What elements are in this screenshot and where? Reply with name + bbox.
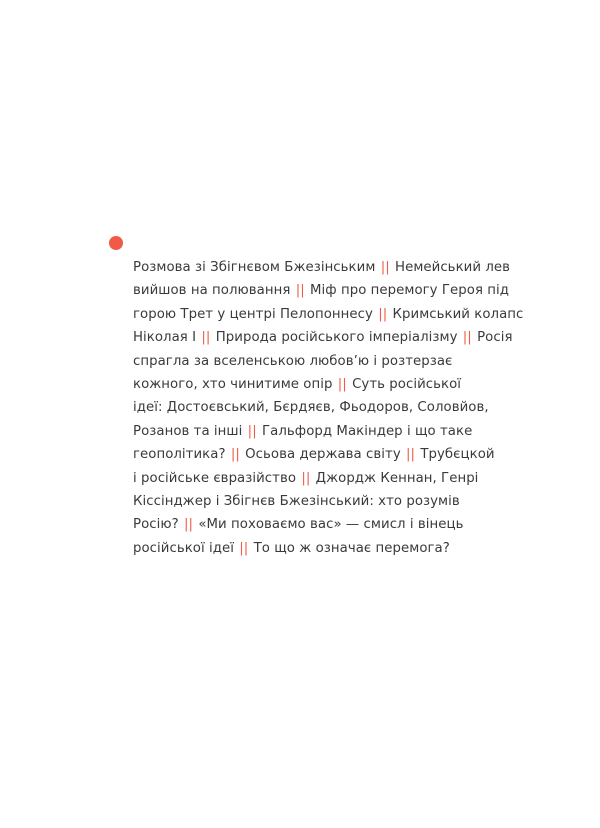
contents-text: Ніколая І bbox=[133, 330, 201, 346]
section-separator: || bbox=[301, 470, 311, 486]
section-separator: || bbox=[230, 447, 240, 463]
contents-line bbox=[133, 467, 503, 490]
contents-text: геополітика? bbox=[133, 447, 230, 463]
section-separator: || bbox=[295, 283, 305, 299]
section-separator: || bbox=[380, 260, 390, 275]
contents-text: Джордж Кеннан, Генрі bbox=[311, 470, 479, 486]
contents-text: спрагла за вселенською любов’ю і розтерзає bbox=[133, 353, 453, 369]
contents-line bbox=[133, 256, 510, 279]
contents-text: Кіссінджер і Збігнєв Бжезінський: хто розумів bbox=[133, 494, 460, 510]
contents-line bbox=[133, 513, 503, 536]
section-separator: || bbox=[184, 517, 194, 533]
chapter-contents-list bbox=[133, 256, 524, 560]
contents-line bbox=[133, 443, 503, 466]
contents-text: Природа російського імперіалізму bbox=[211, 330, 462, 346]
contents-text: кожного, хто чинитиме опір bbox=[133, 377, 337, 393]
contents-line bbox=[133, 537, 503, 560]
contents-line bbox=[133, 279, 510, 302]
contents-text: російської ідеї bbox=[133, 540, 239, 556]
contents-line bbox=[133, 373, 503, 396]
section-separator: || bbox=[462, 330, 472, 346]
section-separator: || bbox=[239, 540, 249, 556]
contents-line bbox=[133, 396, 503, 419]
contents-line bbox=[133, 490, 503, 513]
contents-text: і російське євразійство bbox=[133, 470, 301, 486]
contents-text: Трубєцкой bbox=[416, 447, 495, 463]
section-separator: || bbox=[247, 423, 257, 439]
contents-text: горою Трет у центрі Пелопоннесу bbox=[133, 306, 378, 322]
contents-text: вийшов на полювання bbox=[133, 283, 295, 299]
contents-text: «Ми поховаємо вас» — смисл і вінець bbox=[194, 517, 464, 533]
contents-text: ідеї: Достоєвський, Бєрдяєв, Фьодоров, Соловйов, bbox=[133, 400, 489, 416]
contents-text: То що ж означає перемога? bbox=[249, 540, 450, 556]
contents-text: Росію? bbox=[133, 517, 183, 533]
contents-text: Розанов та інші bbox=[133, 423, 247, 439]
section-separator: || bbox=[406, 447, 416, 463]
contents-text: Розмова зі Збігнєвом Бжезінським bbox=[133, 260, 380, 275]
contents-text: Міф про перемогу Героя під bbox=[305, 283, 510, 299]
contents-text: Кримський колапс bbox=[388, 306, 524, 322]
contents-text: Суть російської bbox=[347, 377, 462, 393]
contents-text: Немейський лев bbox=[390, 260, 510, 275]
contents-text: Осьова держава світу bbox=[240, 447, 406, 463]
contents-line bbox=[133, 350, 503, 373]
contents-text: Росія bbox=[472, 330, 513, 346]
contents-line bbox=[133, 326, 513, 349]
red-dot-bullet-icon bbox=[109, 236, 123, 250]
contents-line bbox=[133, 420, 503, 443]
contents-line bbox=[133, 303, 524, 326]
section-separator: || bbox=[201, 330, 211, 346]
contents-text: Гальфорд Макіндер і що таке bbox=[257, 423, 473, 439]
section-separator: || bbox=[337, 377, 347, 393]
section-separator: || bbox=[378, 306, 388, 322]
